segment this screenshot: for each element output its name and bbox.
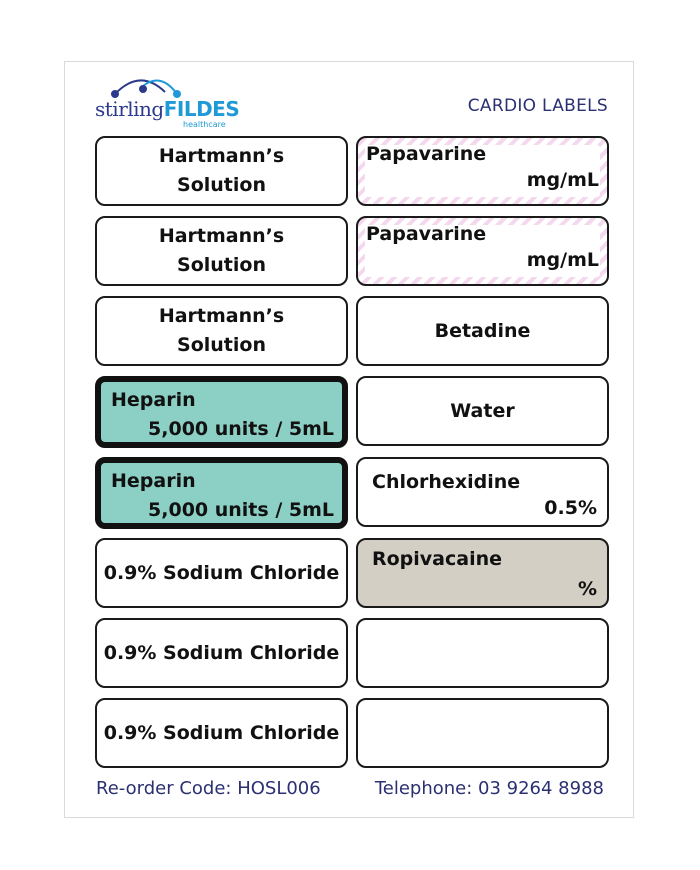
logo-brand-bold: FILDES: [163, 97, 240, 121]
telephone: Telephone: 03 9264 8988: [374, 778, 604, 799]
label-line1: Heparin: [111, 470, 196, 492]
label-chlorhexidine[interactable]: [356, 457, 609, 527]
label-blank-1[interactable]: [356, 618, 609, 688]
label-line2: Solution: [177, 334, 266, 356]
label-sodium-chloride-2[interactable]: [95, 618, 348, 688]
label-hartmanns-3[interactable]: [95, 296, 348, 366]
label-hartmanns-1[interactable]: [95, 136, 348, 206]
label-line2: 5,000 units / 5mL: [148, 418, 334, 440]
logo-arc-icon: [95, 70, 235, 100]
label-text: 0.9% Sodium Chloride: [103, 641, 340, 664]
logo-subtitle: healthcare: [183, 120, 226, 129]
label-papaverine-2[interactable]: [356, 216, 609, 286]
reorder-code: Re-order Code: HOSL006: [96, 778, 321, 799]
label-line1: Papavarine: [366, 143, 487, 165]
label-line2: %: [577, 578, 597, 600]
label-text: [358, 138, 607, 193]
label-text: 0.9% Sodium Chloride: [103, 721, 340, 744]
label-line2: mg/mL: [526, 249, 599, 271]
logo-brand-light: stirling: [95, 97, 164, 121]
logo-wordmark: [95, 97, 239, 121]
label-line2: 5,000 units / 5mL: [148, 499, 334, 521]
label-papaverine-1[interactable]: [356, 136, 609, 206]
label-text: Betadine: [434, 319, 531, 342]
sheet-title: CARDIO LABELS: [467, 96, 608, 116]
label-line1: Hartmann’s: [158, 305, 285, 327]
label-line1: Heparin: [111, 389, 196, 411]
label-ropivacaine[interactable]: [356, 538, 609, 608]
label-text: 0.9% Sodium Chloride: [103, 561, 340, 584]
label-line1: Chlorhexidine: [372, 471, 521, 493]
label-sodium-chloride-1[interactable]: [95, 538, 348, 608]
label-sodium-chloride-3[interactable]: [95, 698, 348, 768]
label-heparin-2[interactable]: [95, 457, 348, 529]
label-text: [358, 218, 607, 273]
label-line2: Solution: [177, 174, 266, 196]
label-line2: Solution: [177, 254, 266, 276]
label-line1: Hartmann’s: [158, 225, 285, 247]
label-betadine[interactable]: [356, 296, 609, 366]
label-text: Water: [450, 399, 515, 422]
label-line1: Ropivacaine: [372, 548, 503, 570]
label-line2: mg/mL: [526, 169, 599, 191]
label-line2: 0.5%: [544, 497, 597, 519]
label-line1: Hartmann’s: [158, 145, 285, 167]
label-water[interactable]: [356, 376, 609, 446]
label-blank-2[interactable]: [356, 698, 609, 768]
label-line1: Papavarine: [366, 223, 487, 245]
stirling-fildes-logo: [95, 70, 240, 132]
label-heparin-1[interactable]: [95, 376, 348, 448]
label-hartmanns-2[interactable]: [95, 216, 348, 286]
